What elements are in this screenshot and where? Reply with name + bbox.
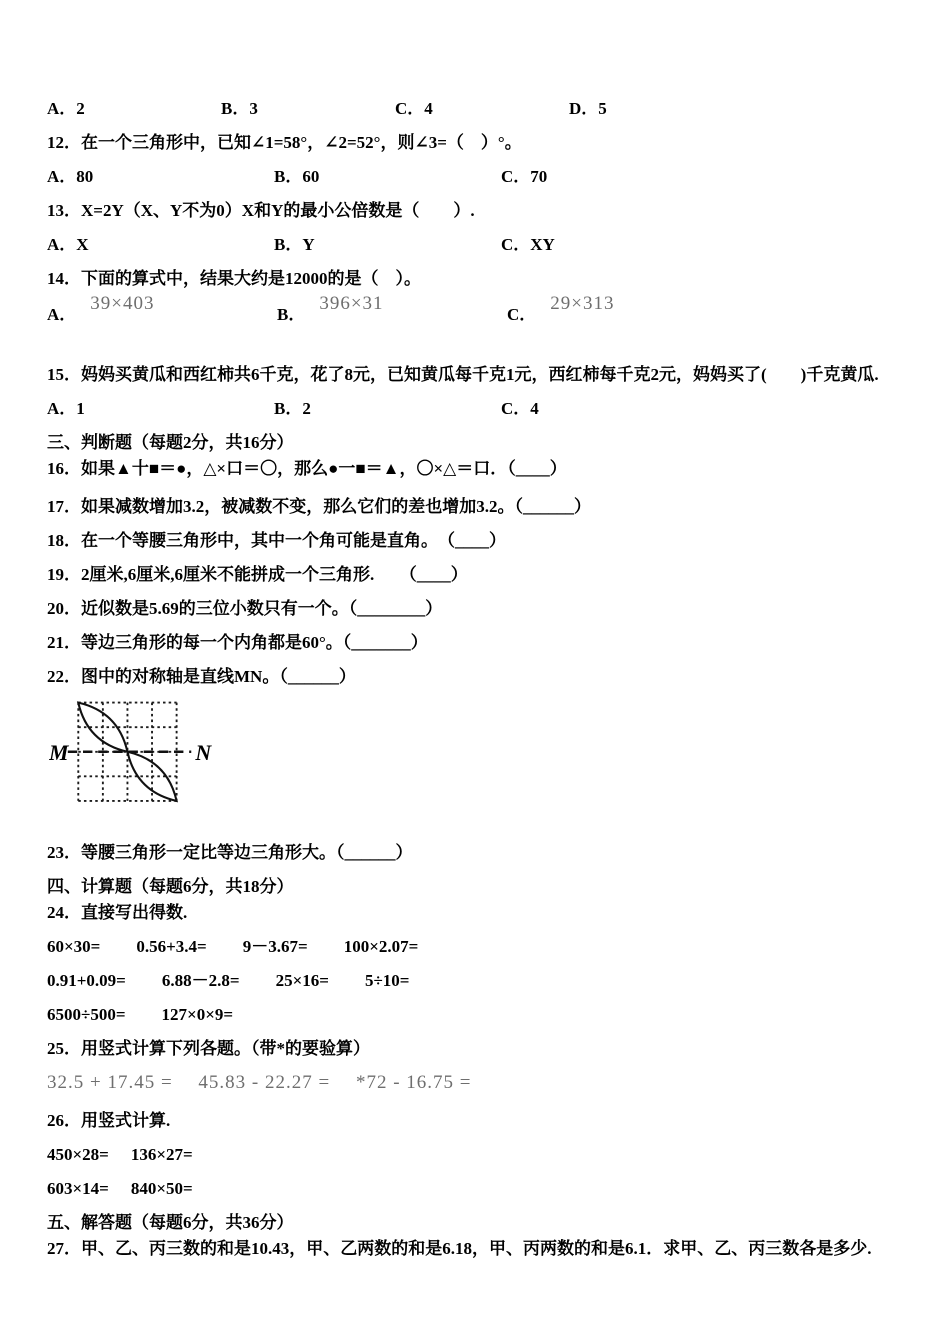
q26-calc-row-1 [47, 1142, 950, 1168]
question-22-text: 22．图中的对称轴是直线MN。（______） [47, 667, 356, 686]
q24-calc-row-1 [47, 934, 950, 960]
q26-calc-row-2 [47, 1176, 950, 1202]
option-14-a [47, 293, 273, 326]
option-14-b-label: B． [277, 305, 306, 324]
option-12-c: C．70 [501, 167, 548, 186]
calc-expression: 9－3.67= [242, 937, 308, 956]
symmetry-figure [49, 698, 950, 816]
question-27-text: 27．甲、乙、丙三数的和是10.43，甲、乙两数的和是6.18，甲、丙两数的和是6.1．求甲、乙、丙三数各是多少. [47, 1239, 872, 1258]
option-13-b: B．Y [274, 235, 315, 254]
option-13-a: A．X [47, 235, 89, 254]
n-label: N [195, 740, 212, 766]
option-14-c-label: C． [507, 305, 537, 324]
option-15-c: C．4 [501, 399, 539, 418]
option-12-a: A．80 [47, 167, 94, 186]
question-11-options-row [47, 96, 950, 122]
option-12-b: B．60 [274, 167, 320, 186]
option-14-c [507, 293, 733, 326]
question-12-text: 12．在一个三角形中，已知∠1=58°，∠2=52°，则∠3=（ ）°。 [47, 133, 522, 152]
option-14-b [277, 293, 503, 326]
question-14-text: 14．下面的算式中，结果大约是12000的是（ ）。 [47, 269, 421, 288]
q24-calc-row-3 [47, 1002, 950, 1028]
calc-expression: 0.91+0.09= [47, 971, 126, 990]
question-16-text: 16．如果▲十■＝●，△×口＝〇，那么●一■＝▲，〇×△＝口．（____） [47, 459, 567, 478]
q24-calc-row-2 [47, 968, 950, 994]
question-15-text: 15．妈妈买黄瓜和西红柿共6千克，花了8元，已知黄瓜每千克1元，西红柿每千克2元，妈妈买了( )千克黄瓜. [47, 365, 879, 384]
question-13-text: 13．X=2Y（X、Y不为0）X和Y的最小公倍数是（ ）. [47, 201, 475, 220]
calc-expression: 5÷10= [364, 971, 410, 990]
q25-vertical-calc-expressions: 32.5 + 17.45 = 45.83 - 22.27 = *72 - 16.75 = [47, 1072, 472, 1093]
option-14-c-expression: 29×313 [550, 293, 615, 314]
question-13-options-row [47, 232, 950, 258]
m-label: M [49, 740, 69, 766]
option-13-c: C．XY [501, 235, 555, 254]
option-11-d: D．5 [569, 99, 607, 118]
question-17-text: 17．如果减数增加3.2，被减数不变，那么它们的差也增加3.2。（______） [47, 497, 591, 516]
symmetry-grid-figure [49, 698, 231, 816]
calc-expression: 136×27= [130, 1145, 193, 1164]
calc-expression: 450×28= [47, 1145, 109, 1164]
option-11-b: B．3 [221, 99, 258, 118]
question-20-text: 20．近似数是5.69的三位小数只有一个。（________） [47, 599, 443, 618]
option-11-a: A．2 [47, 99, 85, 118]
section-4-title: 四、计算题（每题6分，共18分） [47, 877, 294, 896]
option-11-c: C．4 [395, 99, 433, 118]
calc-expression: 0.56+3.4= [136, 937, 207, 956]
question-21-text: 21．等边三角形的每一个内角都是60°。（_______） [47, 633, 428, 652]
question-12-options-row [47, 164, 950, 190]
option-15-b: B．2 [274, 399, 311, 418]
question-24-text: 24．直接写出得数. [47, 903, 188, 922]
question-18-text: 18．在一个等腰三角形中，其中一个角可能是直角。 （____） [47, 531, 506, 550]
question-25-text: 25．用竖式计算下列各题。（带*的要验算） [47, 1039, 370, 1058]
option-14-a-label: A． [47, 305, 77, 324]
question-23-text: 23．等腰三角形一定比等边三角形大。（______） [47, 843, 413, 862]
calc-expression: 840×50= [130, 1179, 193, 1198]
calc-expression: 127×0×9= [161, 1005, 234, 1024]
section-5-title: 五、解答题（每题6分，共36分） [47, 1213, 294, 1232]
option-15-a: A．1 [47, 399, 85, 418]
calc-expression: 100×2.07= [343, 937, 419, 956]
section-3-title: 三、判断题（每题2分，共16分） [47, 433, 294, 452]
calc-expression: 603×14= [47, 1179, 109, 1198]
question-15-options-row [47, 396, 950, 422]
question-26-text: 26．用竖式计算. [47, 1111, 171, 1130]
calc-expression: 6500÷500= [47, 1005, 126, 1024]
calc-expression: 60×30= [47, 937, 101, 956]
option-14-b-expression: 396×31 [319, 293, 384, 314]
calc-expression: 25×16= [275, 971, 329, 990]
option-14-a-expression: 39×403 [90, 293, 155, 314]
calc-expression: 6.88－2.8= [161, 971, 240, 990]
question-19-text: 19．2厘米,6厘米,6厘米不能拼成一个三角形. （____） [47, 565, 468, 584]
question-14-options-row [47, 293, 950, 342]
